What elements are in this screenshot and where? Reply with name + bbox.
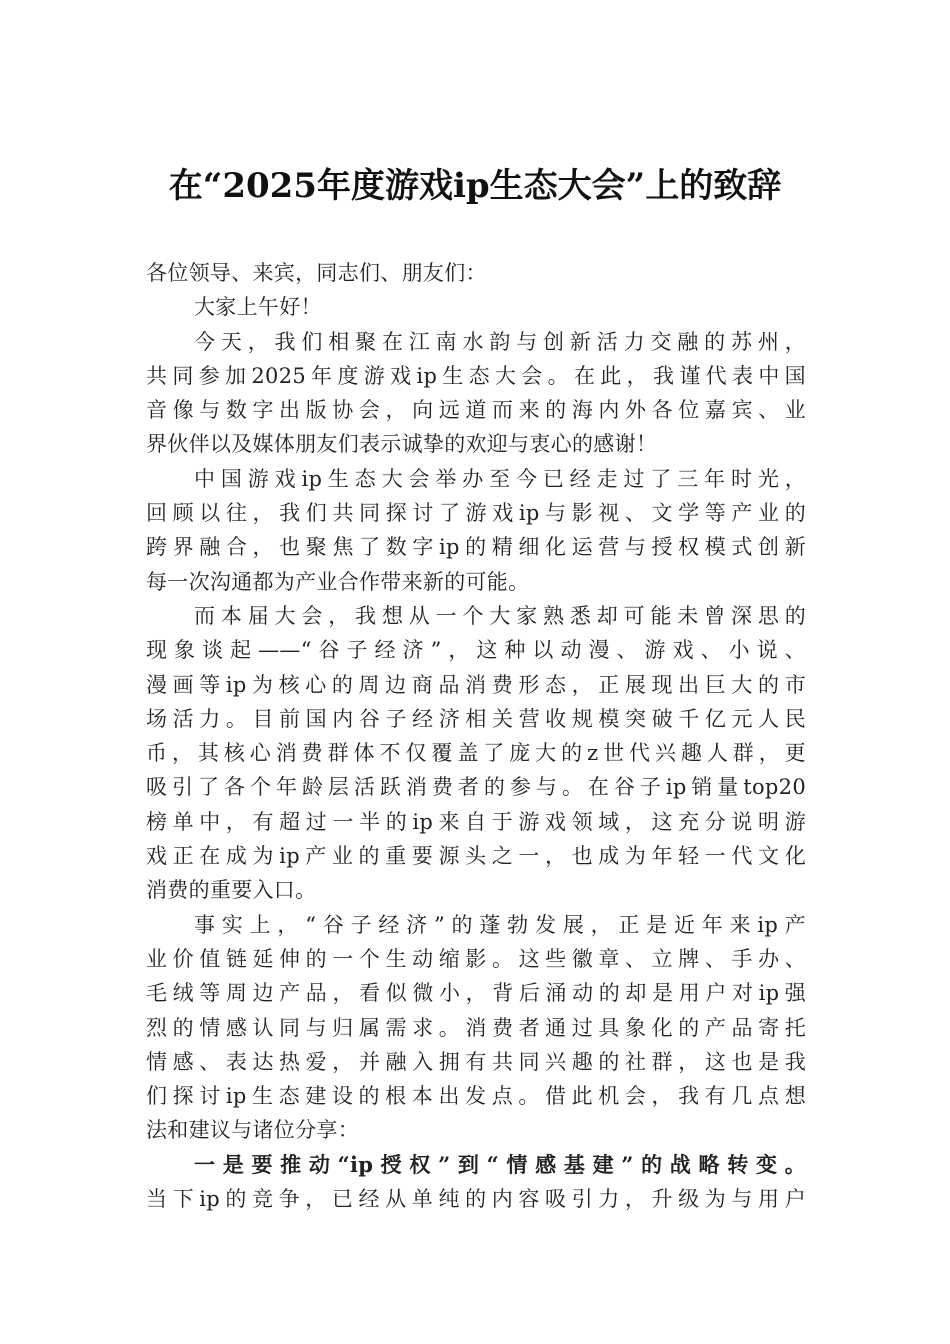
paragraph-line: 回顾以往，我们共同探讨了游戏ip与影视、文学等产业的: [146, 501, 806, 526]
paragraph-line: 消费的重要入口。: [146, 878, 317, 903]
paragraph-line: 大家上午好！: [194, 295, 322, 320]
paragraph-line: 法和建议与诸位分享：: [146, 1118, 359, 1143]
paragraph-line: 情感、表达热爱，并融入拥有共同兴趣的社群，这也是我: [146, 1049, 806, 1074]
document-body: [146, 256, 806, 1216]
paragraph-line: 各位领导、来宾，同志们、朋友们：: [146, 261, 487, 285]
paragraph-line: 当下ip的竞争，已经从单纯的内容吸引力，升级为与用户: [146, 1187, 806, 1212]
paragraph-line: 每一次沟通都为产业合作带来新的可能。: [146, 569, 530, 594]
paragraph-line: 共同参加2025年度游戏ip生态大会。在此，我谨代表中国: [146, 363, 806, 388]
paragraph-line: 今天，我们相聚在江南水韵与创新活力交融的苏州，: [194, 329, 806, 354]
paragraph-line: 戏正在成为ip产业的重要源头之一，也成为年轻一代文化: [146, 844, 806, 869]
paragraph-line: 们探讨ip生态建设的根本出发点。借此机会，我有几点想: [146, 1084, 806, 1109]
paragraph-line: 音像与数字出版协会，向远道而来的海内外各位嘉宾、业: [146, 398, 806, 423]
paragraph-line: 业价值链延伸的一个生动缩影。这些徽章、立牌、手办、: [146, 946, 806, 971]
paragraph-line: 界伙伴以及媒体朋友们表示诚挚的欢迎与衷心的感谢！: [146, 432, 658, 457]
paragraph-line: 毛绒等周边产品，看似微小，背后涌动的却是用户对ip强: [146, 981, 806, 1006]
paragraph-line: 中国游戏ip生态大会举办至今已经走过了三年时光，: [194, 466, 806, 491]
paragraph-line: 跨界融合，也聚焦了数字ip的精细化运营与授权模式创新: [146, 535, 806, 560]
paragraph-line: 事实上，“谷子经济”的蓬勃发展，正是近年来ip产: [194, 912, 806, 937]
document-title: 在“2025年度游戏ip生态大会”上的致辞: [168, 166, 782, 206]
paragraph-line: 现象谈起——“谷子经济”，这种以动漫、游戏、小说、: [146, 638, 806, 663]
section-heading-line: 一是要推动“ip授权”到“情感基建”的战略转变。: [194, 1151, 806, 1177]
paragraph-line: 而本届大会，我想从一个大家熟悉却可能未曾深思的: [194, 603, 806, 628]
paragraph-line: 烈的情感认同与归属需求。消费者通过具象化的产品寄托: [146, 1015, 806, 1040]
paragraph-line: 场活力。目前国内谷子经济相关营收规模突破千亿元人民: [146, 706, 806, 731]
paragraph-line: 漫画等ip为核心的周边商品消费形态，正展现出巨大的市: [146, 672, 806, 697]
paragraph-line: 榜单中，有超过一半的ip来自于游戏领域，这充分说明游: [146, 809, 806, 834]
paragraph-line: 币，其核心消费群体不仅覆盖了庞大的z世代兴趣人群，更: [146, 741, 806, 766]
paragraph-line: 吸引了各个年龄层活跃消费者的参与。在谷子ip销量top20: [146, 775, 806, 800]
